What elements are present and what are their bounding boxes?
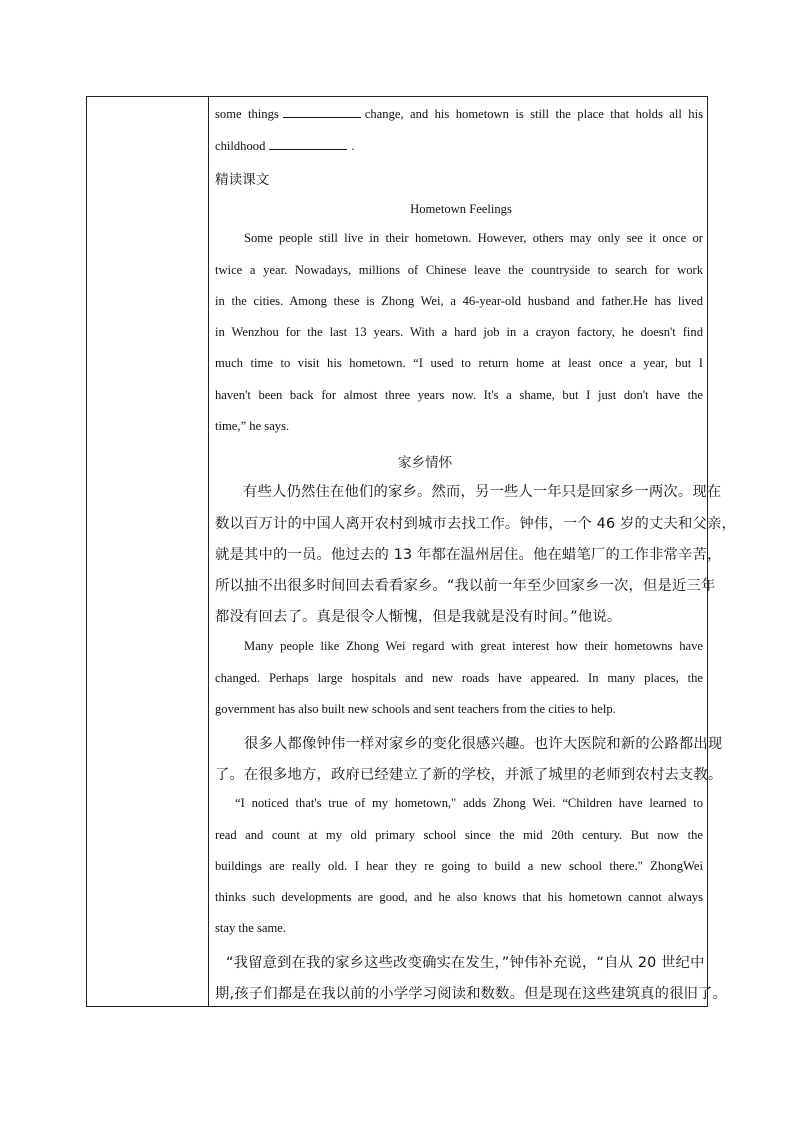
text-line: in the cities. Among these is Zhong Wei, a 46-year-old husband and father.He has lived (215, 294, 703, 308)
text-line: changed. Perhaps large hospitals and new roads have appeared. In many places, the (215, 671, 703, 685)
text-fragment: some things (215, 107, 279, 121)
text-fragment: childhood (215, 139, 266, 153)
text-line: 所以抽不出很多时间回去看看家乡。“我以前一年至少回家乡一次，但是近三年 (215, 578, 716, 594)
text-line: 都没有回去了。真是很令人惭愧，但是我就是没有时间。”他说。 (215, 609, 622, 625)
text-line: twice a year. Nowadays, millions of Chinese leave the countryside to search for work (215, 263, 703, 277)
text-line: 有些人仍然住在他们的家乡。然而，另一些人一年只是回家乡一两次。现在 (243, 484, 722, 500)
text-line: much time to visit his hometown. “I used to return home at least once a year, but I (215, 356, 703, 370)
text-line (215, 106, 703, 122)
text-line: read and count at my old primary school since the mid 20th century. But now the (215, 828, 703, 842)
section-heading: 精读课文 (215, 172, 270, 188)
text-line: 就是其中的一员。他过去的 13 年都在温州居住。他在蜡笔厂的工作非常辛苦， (215, 547, 722, 563)
text-line: thinks such developments are good, and he also knows that his hometown cannot always (215, 890, 703, 904)
passage-title-zh: 家乡情怀 (397, 455, 453, 471)
answer-blank[interactable] (269, 138, 347, 150)
text-line: “我留意到在我的家乡这些改变确实在发生，”钟伟补充说，“自从 20 世纪中 (226, 955, 705, 971)
text-fragment: change, and his hometown is still the place that holds all his (364, 107, 703, 121)
text-line: “I noticed that's true of my hometown," adds Zhong Wei. “Children have learned to (235, 796, 703, 810)
text-line: Some people still live in their hometown. However, others may only see it once or (244, 231, 703, 245)
text-line: time,” he says. (215, 419, 290, 433)
text-line (215, 138, 703, 154)
text-line: haven't been back for almost three years now. It's a shame, but I just don't have the (215, 388, 703, 402)
column-divider (208, 97, 209, 1006)
text-line: Many people like Zhong Wei regard with great interest how their hometowns have (244, 639, 703, 653)
answer-blank[interactable] (283, 106, 361, 118)
text-line: 数以百万计的中国人离开农村到城市去找工作。钟伟，一个 46 岁的丈夫和父亲， (215, 516, 736, 532)
text-line: government has also built new schools and sent teachers from the cities to help. (215, 702, 616, 716)
text-line: stay the same. (215, 921, 286, 935)
text-line: in Wenzhou for the last 13 years. With a hard job in a crayon factory, he doesn't find (215, 325, 703, 339)
text-line: 期,孩子们都是在我以前的小学学习阅读和数数。但是现在这些建筑真的很旧了。 (215, 986, 728, 1002)
lesson-table (86, 96, 736, 1007)
passage-title: Hometown Feelings (410, 202, 512, 216)
text-fragment: . (351, 139, 355, 153)
text-line: buildings are really old. I hear they re going to build a new school there." ZhongWei (215, 859, 703, 873)
text-line: 了。在很多地方，政府已经建立了新的学校，并派了城里的老师到农村去支教。 (215, 767, 723, 783)
text-line: 很多人都像钟伟一样对家乡的变化很感兴趣。也许大医院和新的公路都出现 (244, 736, 723, 752)
